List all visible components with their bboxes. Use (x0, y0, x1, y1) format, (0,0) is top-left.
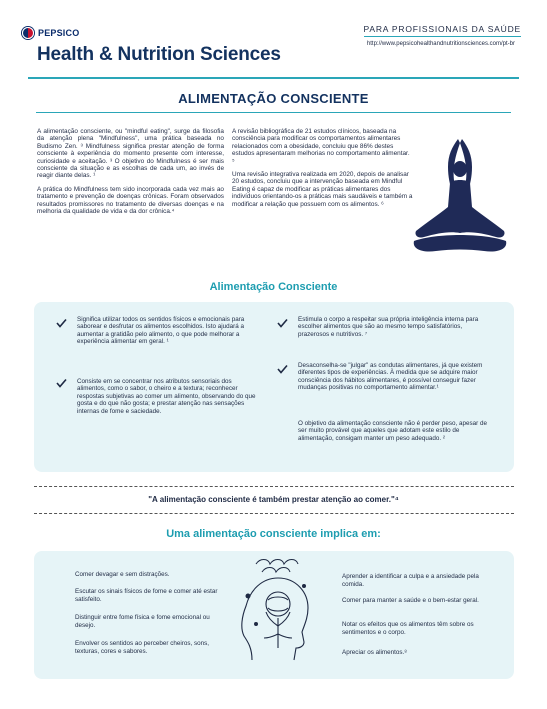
checkmark-icon (56, 318, 66, 328)
list-item: Comer para manter a saúde e o bem-estar geral. (342, 597, 479, 604)
mindful-head-icon (238, 556, 312, 664)
list-item: Notar os efeitos que os alimentos têm sobre os sentimentos e o corpo. (342, 621, 474, 636)
intro-paragraph: A alimentação consciente, ou "mindful eating", surge da filosofia da atenção plena "Mindfulness", uma prática baseada no Budismo Zen. ³ Mindfulness significa prestar atenção de forma consciente à experiência do momento presente com interesse, curiosidade e aceitação. ³ O objetivo do Mindfulness é ser mais consciente da situação e as escolhas de cada um, ao invés de reagir diante delas. ¹ (37, 128, 224, 180)
intro-mid-column (232, 128, 414, 214)
intro-paragraph: A prática do Mindfulness tem sido incorporada cada vez mais ao tratamento e prevenção de doenças crônicas. Foram observados resultados promissores no tratamento de diversas doenças e na melhoria da qualidade de vida e da dor crônica.⁴ (37, 185, 224, 216)
list-item: Escutar os sinais físicos de fome e comer até estar satisfeito. (75, 588, 218, 603)
meditation-figure-icon (412, 133, 508, 258)
section-divider (36, 112, 511, 113)
intro-left-column (37, 128, 224, 221)
header-divider (28, 77, 519, 79)
brand (22, 27, 79, 39)
list-item: Desaconselha-se "julgar" as condutas alimentares, já que existem diferentes tipos de experiências. À medida que se adquire maior consciência dos hábitos alimentares, é possível conseguir fazer mudanças positivas no comportamento alimentar.¹ (298, 362, 483, 392)
intro-paragraph: Uma revisão integrativa realizada em 2020, depois de analisar 20 estudos, concluiu que a intervenção baseada em Mindful Eating é capaz de modificar as práticas alimentares dos indivíduos orientando-os a práticas mais saudáveis e também a modificar a relação que possuem com os alimentos. ⁶ (232, 171, 413, 208)
checkmark-icon (277, 364, 287, 374)
intro-paragraph: A revisão bibliográfica de 21 estudos clínicos, baseada na consciência para modificar os comportamentos alimentares relacionados com a obesidade, concluiu que 86% destes estudos apresentaram melhorias no comportamento alimentar. ⁵ (232, 128, 410, 165)
list-item: Envolver os sentidos ao perceber cheiros, sons, texturas, cores e sabores. (75, 640, 210, 655)
checkmark-icon (277, 318, 287, 328)
list-item: Significa utilizar todos os sentidos físicos e emocionais para saborear e desfrutar os alimentos escolhidos. Isto ajudará a aumentar a gratidão pelo alimento, o que pode melhorar a experiência alimentar em geral. ¹ (77, 316, 245, 346)
quote: "A alimentação consciente é também prestar atenção ao comer."⁴ (148, 495, 399, 504)
list-item: Distinguir entre fome física e fome emocional ou desejo. (75, 614, 210, 629)
brand-name: PEPSICO (38, 28, 80, 38)
list-item: Estimula o corpo a respeitar sua própria inteligência interna para escolher alimentos que são ao mesmo tempo satisfatórios, prazerosos e nutritivos. ⁷ (298, 316, 479, 338)
list-item: Consiste em se concentrar nos atributos sensoriais dos alimentos, como o sabor, o cheiro e a textura; reconhecer respostas subjetivas ao comer um alimento, observando do que gosta e do que não gosta; e prestar atenção nas sensações internas de fome e saciedade. (77, 378, 256, 415)
section-title: ALIMENTAÇÃO CONSCIENTE (178, 91, 369, 106)
box1-title: Alimentação Consciente (209, 281, 338, 293)
pepsi-globe-icon (22, 27, 34, 39)
dashed-divider (34, 486, 514, 487)
audience-label: PARA PROFISSIONAIS DA SAÚDE (364, 24, 521, 37)
website-link[interactable]: http://www.pepsicohealthandnutritionsciences.com/pt-br (366, 41, 515, 47)
checkmark-icon (56, 378, 66, 388)
list-item: O objetivo da alimentação consciente não é perder peso, apesar de ser muito provável que aqueles que adotam este estilo de alimentação, consigam manter um peso adequado. ² (298, 420, 488, 442)
dashed-divider (34, 513, 514, 514)
list-item: Aprender a identificar a culpa e a ansiedade pela comida. (342, 573, 479, 588)
page-title: Health & Nutrition Sciences (37, 44, 281, 65)
list-item: Apreciar os alimentos.⁸ (342, 649, 407, 656)
list-item: Comer devagar e sem distrações. (75, 571, 170, 578)
box2-title: Uma alimentação consciente implica em: (166, 528, 381, 540)
